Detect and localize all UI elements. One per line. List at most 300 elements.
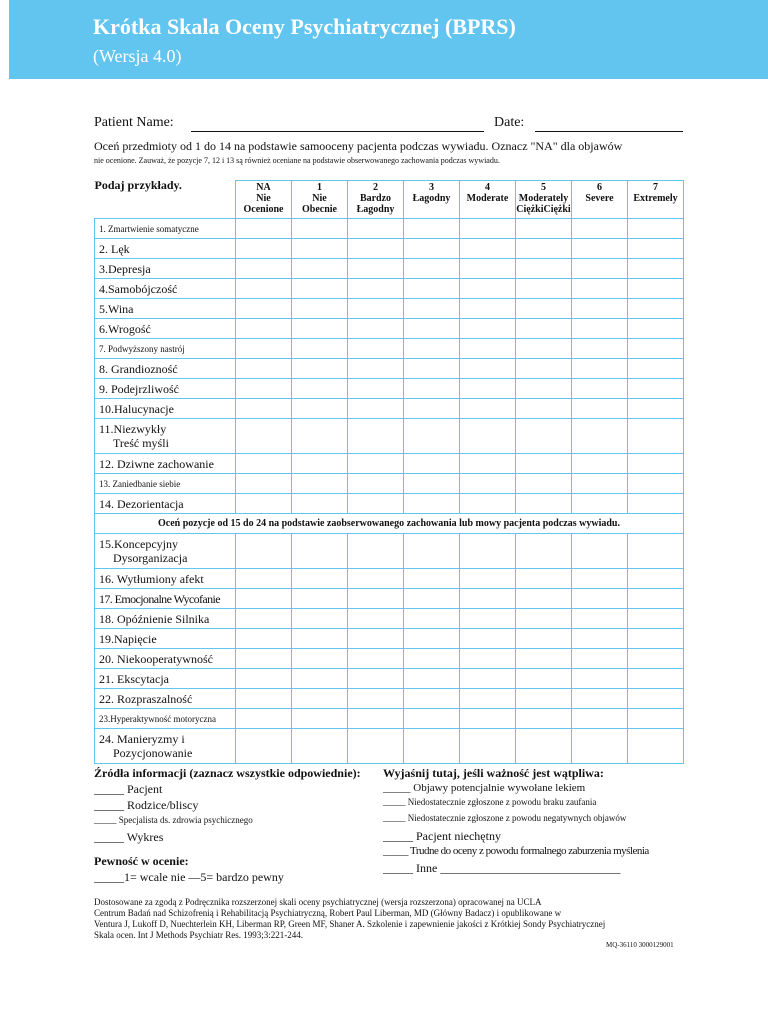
rating-cell[interactable] <box>628 629 684 649</box>
rating-cell[interactable] <box>572 709 628 729</box>
column-header-text: Severe <box>585 193 614 204</box>
rating-cell[interactable] <box>628 259 684 279</box>
rating-cell[interactable] <box>516 689 572 709</box>
symptom-label <box>95 279 236 299</box>
column-header-text: 1 <box>317 182 322 193</box>
rating-cell[interactable] <box>404 454 460 474</box>
patient-name-label: Patient Name: <box>94 115 174 130</box>
rating-cell[interactable] <box>516 669 572 689</box>
rating-cell[interactable] <box>404 474 460 494</box>
rating-cell[interactable] <box>292 419 348 454</box>
section-header-row <box>95 514 684 534</box>
rating-cell[interactable] <box>404 399 460 419</box>
symptom-name: 3.Depresja <box>99 261 151 276</box>
rating-cell[interactable] <box>292 339 348 359</box>
rating-cell[interactable] <box>292 474 348 494</box>
rating-cell[interactable] <box>628 689 684 709</box>
symptom-label <box>95 399 236 419</box>
symptom-name: 15.Koncepcyjny <box>99 537 178 551</box>
rating-cell[interactable] <box>516 569 572 589</box>
explain-option-medication[interactable]: _____ Objawy potencjalnie wywołane lekiem <box>383 782 586 794</box>
symptom-label <box>95 419 236 454</box>
rating-cell[interactable] <box>628 454 684 474</box>
rating-cell[interactable] <box>460 629 516 649</box>
rating-cell[interactable] <box>348 669 404 689</box>
symptom-row <box>95 279 684 299</box>
rating-cell[interactable] <box>236 399 292 419</box>
examples-label: Podaj przykłady. <box>94 177 182 192</box>
rating-cell[interactable] <box>348 319 404 339</box>
rating-cell[interactable] <box>236 239 292 259</box>
column-header-text: 6 <box>597 182 602 193</box>
rating-cell[interactable] <box>460 689 516 709</box>
rating-cell[interactable] <box>460 259 516 279</box>
rating-cell[interactable] <box>292 454 348 474</box>
rating-cell[interactable] <box>236 279 292 299</box>
rating-cell[interactable] <box>236 359 292 379</box>
rating-cell[interactable] <box>572 279 628 299</box>
symptom-row <box>95 359 684 379</box>
rating-cell[interactable] <box>236 649 292 669</box>
rating-cell[interactable] <box>460 339 516 359</box>
rating-column-header <box>572 181 628 219</box>
rating-cell[interactable] <box>292 589 348 609</box>
rating-cell[interactable] <box>572 379 628 399</box>
symptom-label <box>95 689 236 709</box>
rating-cell[interactable] <box>572 454 628 474</box>
rating-cell[interactable] <box>236 629 292 649</box>
rating-cell[interactable] <box>292 299 348 319</box>
symptom-row <box>95 454 684 474</box>
rating-cell[interactable] <box>460 669 516 689</box>
rating-cell[interactable] <box>348 649 404 669</box>
rating-column-header <box>516 181 572 219</box>
rating-cell[interactable] <box>460 649 516 669</box>
rating-cell[interactable] <box>292 219 348 239</box>
rating-cell[interactable] <box>404 729 460 764</box>
rating-cell[interactable] <box>516 219 572 239</box>
column-header-text: 2 <box>373 182 378 193</box>
rating-cell[interactable] <box>292 359 348 379</box>
symptom-name-continued: Pozycjonowanie <box>113 746 193 760</box>
column-header-text: Łagodny <box>412 193 451 204</box>
rating-cell[interactable] <box>572 649 628 669</box>
grid-header-row <box>95 181 684 219</box>
symptom-label <box>95 379 236 399</box>
rating-cell[interactable] <box>292 494 348 514</box>
rating-cell[interactable] <box>236 709 292 729</box>
rating-cell[interactable] <box>628 709 684 729</box>
rating-cell[interactable] <box>572 589 628 609</box>
rating-cell[interactable] <box>236 339 292 359</box>
rating-cell[interactable] <box>348 379 404 399</box>
rating-cell[interactable] <box>516 299 572 319</box>
rating-cell[interactable] <box>628 534 684 569</box>
rating-cell[interactable] <box>628 669 684 689</box>
explain-option-thought-disorder[interactable]: _____ Trudne do oceny z powodu formalnego zaburzenia myślenia <box>383 845 649 857</box>
rating-cell[interactable] <box>628 279 684 299</box>
rating-cell[interactable] <box>292 239 348 259</box>
column-header-text: 4 <box>485 182 490 193</box>
rating-cell[interactable] <box>516 379 572 399</box>
rating-cell[interactable] <box>628 474 684 494</box>
rating-cell[interactable] <box>628 339 684 359</box>
symptom-row <box>95 729 684 764</box>
symptom-name: 22. Rozpraszalność <box>99 691 193 706</box>
rating-cell[interactable] <box>516 649 572 669</box>
rating-cell[interactable] <box>236 669 292 689</box>
rating-cell[interactable] <box>516 259 572 279</box>
rating-cell[interactable] <box>348 569 404 589</box>
rating-grid <box>94 177 684 764</box>
rating-cell[interactable] <box>572 419 628 454</box>
symptom-row <box>95 239 684 259</box>
rating-cell[interactable] <box>516 609 572 629</box>
patient-name-field[interactable] <box>191 131 484 132</box>
symptom-name: 2. Lęk <box>99 241 130 256</box>
rating-cell[interactable] <box>572 299 628 319</box>
rating-cell[interactable] <box>348 454 404 474</box>
source-option-relatives[interactable]: _____ Rodzice/bliscy <box>94 798 199 812</box>
symptom-name: 12. Dziwne zachowanie <box>99 456 214 471</box>
section-2-instructions: Oceń pozycje od 15 do 24 na podstawie zaobserwowanego zachowania lub mowy pacjenta podczas wywiadu. <box>95 514 684 534</box>
source-option-patient[interactable]: _____ Pacjent <box>94 782 163 796</box>
rating-cell[interactable] <box>292 279 348 299</box>
rating-cell[interactable] <box>348 259 404 279</box>
column-header-text: 3 <box>429 182 434 193</box>
rating-cell[interactable] <box>236 219 292 239</box>
symptom-row <box>95 474 684 494</box>
footer-citation-1: Dostosowane za zgodą z Podręcznika rozszerzonej skali oceny psychiatrycznej (wersja rozszerzona) opracowanej na UCLA <box>94 897 542 907</box>
form-version: (Wersja 4.0) <box>93 46 182 66</box>
rating-cell[interactable] <box>460 319 516 339</box>
rating-cell[interactable] <box>460 219 516 239</box>
rating-cell[interactable] <box>572 359 628 379</box>
rating-cell[interactable] <box>348 399 404 419</box>
rating-cell[interactable] <box>516 629 572 649</box>
symptom-name: 5.Wina <box>99 301 134 316</box>
rating-cell[interactable] <box>460 569 516 589</box>
rating-cell[interactable] <box>348 689 404 709</box>
symptom-name: 23.Hyperaktywność motoryczna <box>99 713 216 724</box>
symptom-name: 20. Niekooperatywność <box>99 651 213 666</box>
rating-cell[interactable] <box>404 569 460 589</box>
rating-cell[interactable] <box>236 569 292 589</box>
symptom-name: 21. Ekscytacja <box>99 671 169 686</box>
rating-cell[interactable] <box>572 669 628 689</box>
rating-cell[interactable] <box>348 219 404 239</box>
rating-cell[interactable] <box>628 494 684 514</box>
rating-cell[interactable] <box>572 629 628 649</box>
rating-cell[interactable] <box>348 299 404 319</box>
rating-cell[interactable] <box>236 609 292 629</box>
rating-cell[interactable] <box>628 649 684 669</box>
rating-cell[interactable] <box>516 399 572 419</box>
rating-cell[interactable] <box>292 319 348 339</box>
rating-cell[interactable] <box>404 299 460 319</box>
rating-cell[interactable] <box>404 589 460 609</box>
rating-cell[interactable] <box>516 729 572 764</box>
symptom-row <box>95 709 684 729</box>
rating-cell[interactable] <box>404 279 460 299</box>
symptom-name: 13. Zaniedbanie siebie <box>99 478 181 489</box>
rating-cell[interactable] <box>404 494 460 514</box>
rating-cell[interactable] <box>628 359 684 379</box>
rating-cell[interactable] <box>236 299 292 319</box>
rating-cell[interactable] <box>516 279 572 299</box>
rating-column-header <box>292 181 348 219</box>
rating-cell[interactable] <box>236 494 292 514</box>
rating-cell[interactable] <box>292 609 348 629</box>
rating-cell[interactable] <box>404 219 460 239</box>
explain-title: Wyjaśnij tutaj, jeśli ważność jest wątpliwa: <box>383 766 604 780</box>
rating-cell[interactable] <box>628 609 684 629</box>
rating-cell[interactable] <box>292 669 348 689</box>
rating-cell[interactable] <box>292 399 348 419</box>
rating-cell[interactable] <box>404 669 460 689</box>
symptom-label <box>95 609 236 629</box>
rating-cell[interactable] <box>404 319 460 339</box>
symptom-row <box>95 569 684 589</box>
column-header-text: Nie <box>312 193 327 204</box>
rating-cell[interactable] <box>236 379 292 399</box>
symptom-label <box>95 629 236 649</box>
rating-cell[interactable] <box>516 709 572 729</box>
symptom-label <box>95 709 236 729</box>
rating-cell[interactable] <box>572 569 628 589</box>
rating-cell[interactable] <box>516 494 572 514</box>
explain-option-other[interactable]: _____ Inne ______________________________ <box>383 861 621 875</box>
rating-cell[interactable] <box>404 259 460 279</box>
rating-cell[interactable] <box>628 569 684 589</box>
symptom-label <box>95 219 236 239</box>
date-field[interactable] <box>535 131 683 132</box>
rating-cell[interactable] <box>292 729 348 764</box>
rating-cell[interactable] <box>460 379 516 399</box>
column-header-text: Łagodny <box>356 204 395 215</box>
rating-cell[interactable] <box>348 474 404 494</box>
sources-title: Źródła informacji (zaznacz wszystkie odpowiednie): <box>94 766 361 780</box>
rating-cell[interactable] <box>572 494 628 514</box>
column-header-text: Ocenione <box>243 204 284 215</box>
rating-cell[interactable] <box>572 609 628 629</box>
symptom-name: 4.Samobójczość <box>99 281 178 296</box>
symptom-label <box>95 669 236 689</box>
symptom-name: 24. Manieryzmy i <box>99 732 185 746</box>
rating-cell[interactable] <box>516 319 572 339</box>
rating-cell[interactable] <box>292 259 348 279</box>
symptom-name: 18. Opóźnienie Silnika <box>99 611 210 626</box>
rating-cell[interactable] <box>628 299 684 319</box>
rating-cell[interactable] <box>404 419 460 454</box>
rating-cell[interactable] <box>348 419 404 454</box>
symptom-label <box>95 239 236 259</box>
source-option-chart[interactable]: _____ Wykres <box>94 830 164 844</box>
rating-cell[interactable] <box>460 299 516 319</box>
rating-cell[interactable] <box>628 319 684 339</box>
rating-cell[interactable] <box>572 239 628 259</box>
rating-cell[interactable] <box>572 339 628 359</box>
rating-cell[interactable] <box>236 534 292 569</box>
rating-column-header <box>236 181 292 219</box>
rating-column-header <box>628 181 684 219</box>
rating-cell[interactable] <box>628 219 684 239</box>
rating-cell[interactable] <box>348 589 404 609</box>
rating-cell[interactable] <box>628 399 684 419</box>
rating-cell[interactable] <box>628 419 684 454</box>
column-header-text: Moderate <box>466 193 509 204</box>
column-header-text: NA <box>256 182 271 193</box>
rating-cell[interactable] <box>460 359 516 379</box>
symptom-label <box>95 589 236 609</box>
rating-cell[interactable] <box>516 589 572 609</box>
rating-cell[interactable] <box>236 474 292 494</box>
rating-cell[interactable] <box>460 474 516 494</box>
rating-cell[interactable] <box>628 589 684 609</box>
rating-cell[interactable] <box>460 279 516 299</box>
symptom-label <box>95 729 236 764</box>
column-header-text: Obecnie <box>302 204 337 215</box>
rating-cell[interactable] <box>404 239 460 259</box>
rating-cell[interactable] <box>404 379 460 399</box>
symptom-row <box>95 629 684 649</box>
rating-cell[interactable] <box>516 239 572 259</box>
rating-cell[interactable] <box>236 454 292 474</box>
rating-cell[interactable] <box>404 534 460 569</box>
rating-cell[interactable] <box>404 629 460 649</box>
rating-cell[interactable] <box>460 419 516 454</box>
rating-cell[interactable] <box>348 359 404 379</box>
rating-cell[interactable] <box>516 474 572 494</box>
rating-cell[interactable] <box>460 534 516 569</box>
symptom-label <box>95 359 236 379</box>
rating-cell[interactable] <box>236 689 292 709</box>
rating-cell[interactable] <box>292 649 348 669</box>
symptom-row <box>95 219 684 239</box>
symptom-label <box>95 319 236 339</box>
rating-cell[interactable] <box>236 319 292 339</box>
footer-citation-3: Ventura J, Lukoff D, Nuechterlein KH, Liberman RP, Green MF, Shaner A. Szkolenie i zapewnienie jakości z Krótkiej Sondy Psychiatrycznej <box>94 919 606 929</box>
rating-cell[interactable] <box>572 534 628 569</box>
rating-cell[interactable] <box>348 494 404 514</box>
rating-cell[interactable] <box>404 339 460 359</box>
form-title: Krótka Skala Oceny Psychiatrycznej (BPRS) <box>93 14 516 39</box>
rating-cell[interactable] <box>516 534 572 569</box>
rating-cell[interactable] <box>460 399 516 419</box>
rating-cell[interactable] <box>348 339 404 359</box>
rating-cell[interactable] <box>404 359 460 379</box>
rating-cell[interactable] <box>348 709 404 729</box>
rating-cell[interactable] <box>236 419 292 454</box>
rating-cell[interactable] <box>348 729 404 764</box>
symptom-name: 19.Napięcie <box>99 631 157 646</box>
rating-cell[interactable] <box>292 709 348 729</box>
symptom-row <box>95 534 684 569</box>
rating-cell[interactable] <box>348 279 404 299</box>
rating-cell[interactable] <box>460 239 516 259</box>
rating-cell[interactable] <box>572 399 628 419</box>
explain-option-distrust[interactable]: _____ Niedostatecznie zgłoszone z powodu braku zaufania <box>383 797 597 807</box>
symptom-label <box>95 474 236 494</box>
rating-cell[interactable] <box>236 259 292 279</box>
confidence-title: Pewność w ocenie: <box>94 854 189 868</box>
instructions-line-2: nie ocenione. Zauważ, że pozycje 7, 12 i 13 są również oceniane na podstawie obserwowanego zachowania podczas wywiadu. <box>94 156 500 165</box>
symptom-name: 17. Emocjonalne Wycofanie <box>99 591 221 606</box>
symptom-row <box>95 649 684 669</box>
symptom-label <box>95 299 236 319</box>
rating-cell[interactable] <box>404 709 460 729</box>
symptom-name-continued: Treść myśli <box>113 436 169 450</box>
rating-cell[interactable] <box>572 219 628 239</box>
column-header-text: Extremely <box>633 193 678 204</box>
rating-cell[interactable] <box>348 609 404 629</box>
symptom-row <box>95 419 684 454</box>
column-header-text: Nie <box>256 193 271 204</box>
rating-cell[interactable] <box>572 729 628 764</box>
rating-cell[interactable] <box>572 319 628 339</box>
rating-cell[interactable] <box>516 339 572 359</box>
rating-cell[interactable] <box>516 419 572 454</box>
explain-option-negative-symptoms[interactable]: _____ Niedostatecznie zgłoszone z powodu negatywnych objawów <box>383 813 627 823</box>
rating-cell[interactable] <box>292 534 348 569</box>
rating-cell[interactable] <box>628 729 684 764</box>
rating-cell[interactable] <box>348 629 404 649</box>
rating-cell[interactable] <box>516 359 572 379</box>
rating-cell[interactable] <box>348 239 404 259</box>
rating-cell[interactable] <box>292 569 348 589</box>
symptom-row <box>95 259 684 279</box>
rating-cell[interactable] <box>404 649 460 669</box>
symptom-label <box>95 494 236 514</box>
explain-option-uncooperative[interactable]: _____ Pacjent niechętny <box>383 829 501 843</box>
symptom-label <box>95 649 236 669</box>
column-header-text: 5 <box>541 182 546 193</box>
form-code: MQ-36110 3000129001 <box>606 941 674 949</box>
rating-cell[interactable] <box>236 589 292 609</box>
rating-cell[interactable] <box>460 454 516 474</box>
symptom-name: 10.Halucynacje <box>99 401 174 416</box>
rating-cell[interactable] <box>460 589 516 609</box>
rating-cell[interactable] <box>572 689 628 709</box>
symptom-name: 7. Podwyższony nastrój <box>99 343 185 354</box>
rating-cell[interactable] <box>348 534 404 569</box>
column-header-text: Bardzo <box>359 193 392 204</box>
rating-column-header <box>404 181 460 219</box>
rating-cell[interactable] <box>404 689 460 709</box>
rating-cell[interactable] <box>292 629 348 649</box>
rating-cell[interactable] <box>572 259 628 279</box>
rating-cell[interactable] <box>516 454 572 474</box>
rating-cell[interactable] <box>460 609 516 629</box>
symptom-row <box>95 689 684 709</box>
rating-cell[interactable] <box>460 729 516 764</box>
source-option-specialist[interactable]: _____ Specjalista ds. zdrowia psychicznego <box>94 815 253 825</box>
rating-cell[interactable] <box>572 474 628 494</box>
rating-cell[interactable] <box>628 239 684 259</box>
rating-cell[interactable] <box>628 379 684 399</box>
rating-cell[interactable] <box>292 689 348 709</box>
confidence-scale[interactable]: _____1= wcale nie —5= bardzo pewny <box>94 870 284 884</box>
rating-cell[interactable] <box>292 379 348 399</box>
rating-cell[interactable] <box>236 729 292 764</box>
rating-cell[interactable] <box>404 609 460 629</box>
footer-citation-4: Skala ocen. Int J Methods Psychiatr Res. 1993;3:221-244. <box>94 930 303 940</box>
grid-corner <box>94 177 236 219</box>
rating-cell[interactable] <box>460 494 516 514</box>
symptom-row <box>95 589 684 609</box>
symptom-row <box>95 339 684 359</box>
rating-cell[interactable] <box>460 709 516 729</box>
